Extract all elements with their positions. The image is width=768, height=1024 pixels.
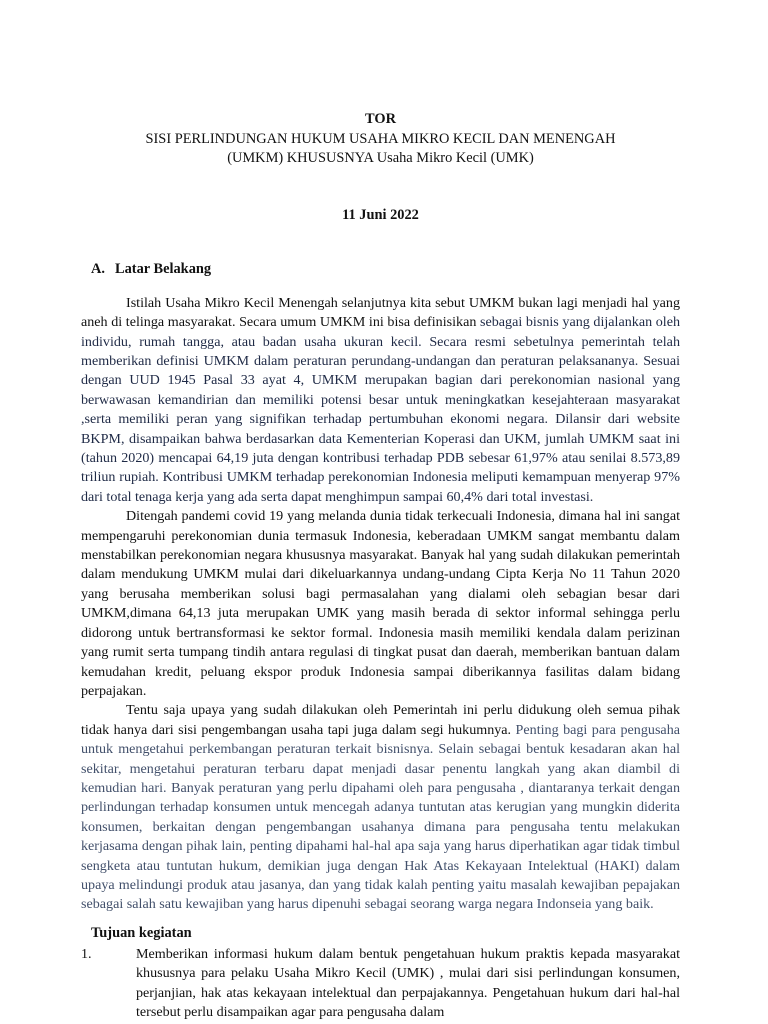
section-letter: A. bbox=[91, 260, 105, 277]
paragraph-1-part-3: Sesuai dengan UUD 1945 Pasal 33 ayat 4, UMKM merupakan bagian dari perekonomian nasional yang berwawasan kemandirian dan memiliki potensi besar untuk meningkatkan kesejahteraan masyarakat ,serta memiliki peran yang signifikan terhadap pertumbuhan ekonomi negara. Dilansir dari website BKPM, disampaikan bahwa berdasarkan data Kementerian Koperasi dan UKM, jumlah UMKM saat ini (tahun 2020) mencapai 64,19 juta dengan kontribusi terhadap PDB sebesar 61,97% atau senilai 8.573,89 triliun rupiah. Kontribusi UMKM terhadap perekonomian Indonesia meliputi kemampuan menyerap 97% dari total tenaga kerja yang ada serta dapat menghimpun sampai 60,4% dari total investasi. bbox=[81, 353, 681, 505]
section-title: Latar Belakang bbox=[115, 260, 212, 277]
paragraph-2: Ditengah pandemi covid 19 yang melanda dunia tidak terkecuali Indonesia, dimana hal ini sangat mempengaruhi perekonomian dunia termasuk Indonesia, keberadaan UMKM sangat membantu dalam menstabilkan perekonomian negara khususnya masyarakat. Banyak hal yang sudah dilakukan pemerintah dalam mendukung UMKM mulai dari dikeluarkannya undang-undang Cipta Kerja No 11 Tahun 2020 yang berusaha memberikan solusi bagi permasalahan yang dialami oleh sebagian besar dari UMKM,dimana 64,13 juta merupakan UMK yang masih berada di sektor informal sehingga perlu didorong untuk bertransformasi ke sektor formal. Indonesia masih memiliki kendala dalam perizinan yang rumit serta tumpang tindih antara regulasi di tingkat pusat dan daerah, memberikan bantuan dalam kemudahan kredit, peluang ekspor produk Indonesia sampai diberikannya fasilitas dalam bidang perpajakan. bbox=[81, 508, 680, 699]
document-label: TOR bbox=[365, 111, 396, 127]
document-title-line-1: SISI PERLINDUNGAN HUKUM USAHA MIKRO KECIL DAN MENENGAH bbox=[145, 130, 616, 147]
paragraph-1 bbox=[81, 294, 680, 507]
document-title-line-2: (UMKM) KHUSUSNYA Usaha Mikro Kecil (UMK) bbox=[227, 150, 534, 167]
section-body bbox=[81, 294, 680, 915]
paragraph-1-part-2: sebagai bisnis yang dijalankan oleh individu, rumah tangga, atau badan usaha ukuran kecil. Secara resmi sebetulnya pemerintah telah memberikan definisi UMKM dalam peraturan perundang-undangan dan peraturan pelaksananya. bbox=[81, 314, 680, 369]
list-item-number: 1. bbox=[81, 945, 92, 962]
tujuan-heading: Tujuan kegiatan bbox=[91, 924, 192, 941]
paragraph-3 bbox=[81, 701, 680, 914]
tujuan-list bbox=[81, 945, 680, 1023]
list-item bbox=[81, 945, 680, 1023]
document-date: 11 Juni 2022 bbox=[342, 206, 419, 223]
title-block bbox=[81, 110, 680, 169]
section-heading-latar-belakang bbox=[91, 261, 680, 278]
paragraph-3-part-2: Penting bagi para pengusaha untuk mengetahui perkembangan peraturan terkait bisnisnya. Selain sebagai bentuk kesadaran akan hal sekitar, mengetahui peraturan terbaru dapat menjadi dasar penentu langkah yang akan diambil di kemudian hari. Banyak peraturan yang perlu dipahami oleh para pengusaha , diantaranya terkait dengan perlindungan terhadap konsumen untuk mencegah adanya tuntutan atas kerugian yang mungkin diderita konsumen, berkaitan dengan pengembangan usahanya dimana para pengusaha tentu melakukan kerjasama dengan pihak lain, penting dipahami hal-hal apa saja yang harus diperhatikan agar tidak timbul sengketa atau tuntutan hukum, demikian juga dengan Hak Atas Kekayaan Intelektual (HAKI) dalam upaya melindungi produk atau jasanya, dan yang tidak kalah penting yaitu masalah kewajiban pepajakan sebagai salah satu kewajiban yang harus dipenuhi sebagai seorang warga negara Indonseia yang baik. bbox=[81, 721, 680, 913]
list-item-text: Memberikan informasi hukum dalam bentuk pengetahuan hukum praktis kepada masyarakat khususnya para pelaku Usaha Mikro Kecil (UMK) , mulai dari sisi perlindungan konsumen, perjanjian, hak atas kekayaan intelektual dan perpajakannya. Pengetahuan hukum dari hal-hal tersebut perlu disampaikan agar para pengusaha dalam bbox=[136, 945, 680, 1020]
paragraph-3-part-1: Tentu saja upaya yang sudah dilakukan oleh Pemerintah ini perlu didukung oleh semua pihak tidak hanya dari sisi pengembangan usaha tapi juga dalam segi hukumnya. bbox=[81, 702, 680, 738]
paragraph-1-part-1: Istilah Usaha Mikro Kecil Menengah selanjutnya kita sebut UMKM bukan lagi menjadi hal yang aneh di telinga masyarakat. Secara umum UMKM ini bisa definisikan bbox=[81, 294, 680, 331]
